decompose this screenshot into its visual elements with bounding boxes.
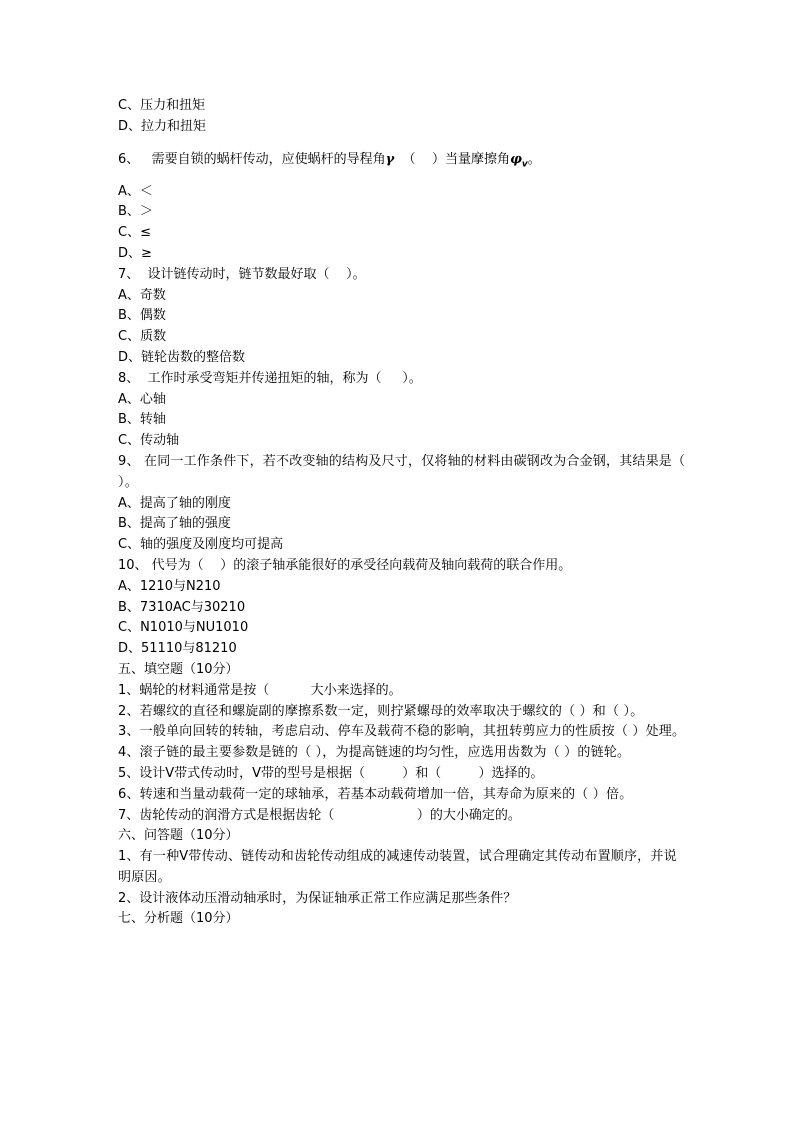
fill-question-6: 6、转速和当量动载荷一定的球轴承，若基本动载荷增加一倍，其寿命为原来的（ ）倍。: [118, 786, 633, 802]
document-page: [118, 96, 688, 930]
fill-question-2: 2、若螺纹的直径和螺旋副的摩擦系数一定，则拧紧螺母的效率取决于螺纹的（ ）和（ ）。: [118, 703, 644, 719]
option-line: D、51110与81210: [118, 641, 237, 657]
section-heading-qa: 六、问答题（10分）: [118, 828, 239, 844]
option-line: A、＜: [118, 183, 153, 199]
spacer: [118, 138, 688, 146]
option-line: D、≥: [118, 245, 152, 261]
section-heading-analysis: 七、分析题（10分）: [118, 911, 239, 927]
fill-question-1: 1、蜗轮的材料通常是按（ 大小来选择的。: [118, 682, 402, 698]
option-line: C、质数: [118, 329, 167, 345]
question-6-suffix: 。: [527, 151, 541, 167]
qa-question-2: 2、设计液体动压滑动轴承时，为保证轴承正常工作应满足那些条件？: [118, 890, 517, 906]
option-line: B、7310AC与30210: [118, 599, 246, 615]
option-line: D、拉力和扭矩: [118, 118, 207, 134]
question-6-middle: （ ）当量摩擦角: [394, 151, 511, 167]
question-6: [118, 146, 688, 174]
option-line: A、奇数: [118, 287, 166, 303]
option-line: C、≤: [118, 225, 151, 241]
fill-question-7: 7、齿轮传动的润滑方式是根据齿轮（ ）的大小确定的。: [118, 807, 521, 823]
question-6-prefix: 6、 需要自锁的蜗杆传动，应使蜗杆的导程角: [118, 151, 386, 167]
option-line: A、1210与N210: [118, 578, 221, 594]
option-line: B、偶数: [118, 308, 166, 324]
question-8: 8、 工作时承受弯矩并传递扭矩的轴，称为（ ）。: [118, 370, 422, 386]
option-line: B、＞: [118, 204, 153, 220]
friction-angle-symbol: φ: [510, 151, 522, 167]
option-line: C、压力和扭矩: [118, 98, 206, 113]
option-line: C、传动轴: [118, 433, 180, 449]
option-line: C、轴的强度及刚度均可提高: [118, 537, 284, 553]
spacer: [118, 174, 688, 182]
question-10: 10、 代号为（ ）的滚子轴承能很好的承受径向载荷及轴向载荷的联合作用。: [118, 557, 572, 573]
fill-question-4: 4、滚子链的最主要参数是链的（ ），为提高链速的均匀性，应选用齿数为（ ）的链轮。: [118, 745, 631, 761]
lead-angle-symbol: γ: [385, 151, 395, 167]
option-line: A、心轴: [118, 391, 166, 407]
option-line: D、链轮齿数的整倍数: [118, 349, 246, 365]
question-7: 7、 设计链传动时，链节数最好取（ ）。: [118, 266, 366, 282]
question-9: 9、 在同一工作条件下，若不改变轴的结构及尺寸，仅将轴的材料由碳钢改为合金钢，其结果是（ ）。: [118, 453, 686, 490]
fill-question-5: 5、设计V带式传动时，V带的型号是根据（ ）和（ ）选择的。: [118, 765, 544, 781]
option-line: C、N1010与NU1010: [118, 620, 249, 636]
option-line: B、转轴: [118, 412, 166, 428]
option-line: A、提高了轴的刚度: [118, 495, 231, 511]
section-heading-fill-in: 五、填空题（10分）: [118, 661, 239, 677]
fill-question-3: 3、一般单向回转的转轴，考虑启动、停车及载荷不稳的影响，其扭转剪应力的性质按（ ）处理。: [118, 724, 686, 740]
friction-angle-subscript: v: [521, 159, 528, 170]
option-line: B、提高了轴的强度: [118, 516, 231, 532]
qa-question-1: 1、有一种V带传动、链传动和齿轮传动组成的减速传动装置，试合理确定其传动布置顺序，并说明原因。: [118, 849, 677, 885]
